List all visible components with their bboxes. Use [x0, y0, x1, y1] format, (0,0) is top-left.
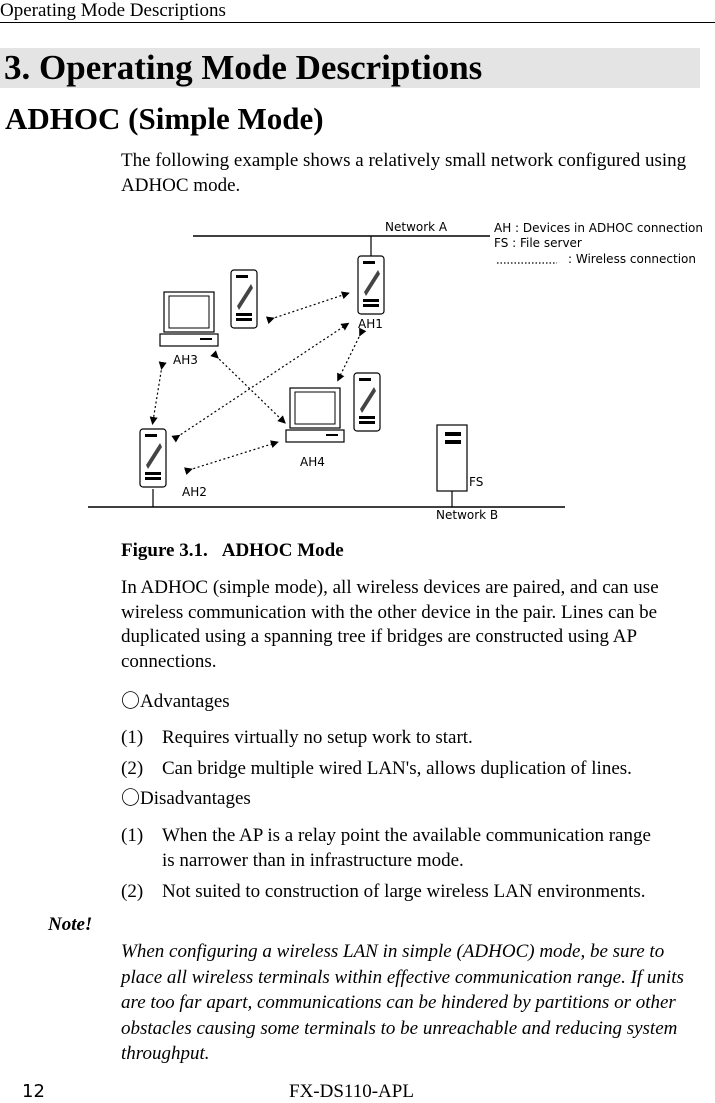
link-ah3-ah1 — [271, 294, 346, 319]
list-item — [121, 824, 701, 873]
link-ah2-ah4 — [189, 443, 275, 470]
ah1-access-point — [358, 256, 384, 314]
list-item-index: (2) — [121, 881, 144, 902]
link-ah3-ah4 — [216, 356, 283, 421]
figure-title: ADHOC Mode — [221, 540, 344, 561]
note-label: Note! — [48, 914, 93, 935]
list-item-index: (2) — [121, 758, 144, 779]
running-header: Operating Mode Descriptions — [0, 0, 226, 21]
list-item-text: When the AP is a relay point the available communication range is narrower than in infrastructure mode. — [162, 825, 651, 871]
adhoc-network-diagram — [0, 215, 715, 525]
section-title: ADHOC (Simple Mode) — [5, 101, 324, 136]
ah2-label: AH2 — [182, 485, 207, 499]
legend-wireless: : Wireless connection — [568, 252, 696, 266]
legend-ah: AH : Devices in ADHOC connection — [494, 221, 703, 235]
network-a-label: Network A — [385, 220, 448, 234]
ah4-access-point — [354, 373, 380, 431]
network-b-label: Network B — [436, 508, 499, 522]
advantages-heading: 〇Advantages — [121, 691, 230, 712]
list-item-index: (1) — [121, 825, 144, 846]
page-number: 12 — [22, 1081, 45, 1102]
link-ah3-ah2 — [153, 366, 162, 421]
list-item-text: Not suited to construction of large wireless LAN environments. — [162, 881, 646, 902]
figure-caption — [121, 539, 344, 563]
intro-paragraph: The following example shows a relatively small network configured using ADHOC mode. — [121, 150, 687, 196]
list-item — [121, 880, 701, 905]
ah2-access-point — [140, 429, 166, 487]
disadvantages-heading: 〇Disadvantages — [121, 788, 251, 809]
ah4-computer — [286, 388, 344, 442]
legend-fs: FS : File server — [494, 236, 582, 250]
link-ah1-ah4 — [339, 333, 361, 378]
chapter-title: 3. Operating Mode Descriptions — [4, 48, 483, 87]
ah1-label: AH1 — [358, 317, 383, 331]
file-server — [437, 425, 467, 507]
list-item — [121, 757, 701, 782]
figure-number: Figure 3.1. — [121, 540, 208, 561]
list-item-text: Can bridge multiple wired LAN's, allows duplication of lines. — [162, 758, 632, 779]
footer-model: FX-DS110-APL — [289, 1081, 414, 1102]
list-item-text: Requires virtually no setup work to start. — [162, 727, 473, 748]
ah3-label: AH3 — [173, 353, 198, 367]
ah4-label: AH4 — [300, 455, 325, 469]
list-item-index: (1) — [121, 727, 144, 748]
body-paragraph: In ADHOC (simple mode), all wireless devices are paired, and can use wireless communication with the other device in the pair. Lines can be duplicated using a spanning tree if bridges are constructed using AP connections. — [121, 577, 659, 672]
list-item — [121, 726, 701, 751]
ah3-computer — [160, 292, 218, 346]
header-rule — [0, 22, 715, 23]
note-text: When configuring a wireless LAN in simple (ADHOC) mode, be sure to place all wireless terminals within effective communication range. If units are too far apart, communications can be hindered by partitions or other obstacles causing some terminals to be unreachable and reducing system throughput. — [121, 941, 684, 1064]
ah3-access-point — [231, 270, 257, 328]
fs-label: FS — [469, 475, 484, 489]
